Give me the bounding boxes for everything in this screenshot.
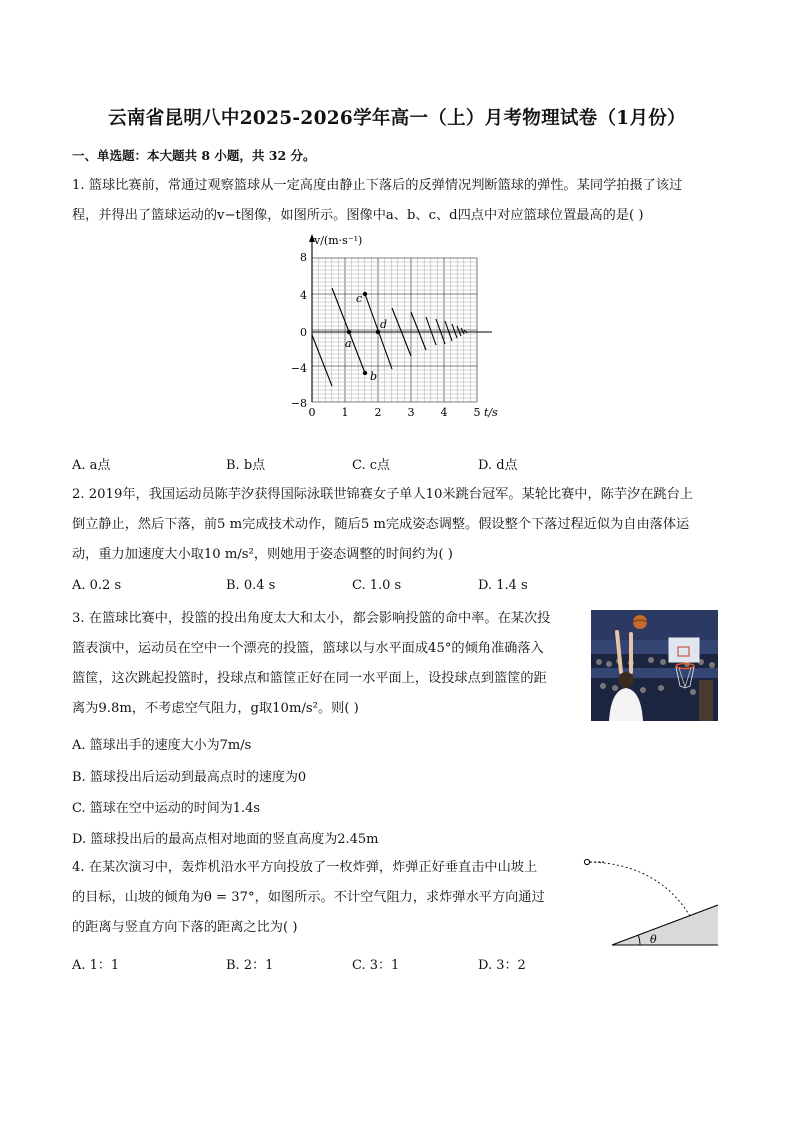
x-tick-3: 3 bbox=[407, 406, 415, 419]
q3-option-c: C. 篮球在空中运动的时间为1.4s bbox=[72, 801, 261, 816]
question-1-line-1: 1. 篮球比赛前，常通过观察篮球从一定高度由静止下落后的反弹情况判断篮球的弹性。某同学拍摄了该过 bbox=[72, 178, 683, 193]
x-axis-label: t/s bbox=[484, 406, 498, 419]
q4-option-a: A. 1：1 bbox=[72, 958, 120, 973]
label-d: d bbox=[380, 318, 388, 331]
section-header: 一、单选题：本大题共 8 小题，共 32 分。 bbox=[72, 148, 316, 163]
q3-option-a: A. 篮球出手的速度大小为7m/s bbox=[72, 738, 252, 753]
slope-figure bbox=[578, 850, 722, 952]
q2-option-b: B. 0.4 s bbox=[226, 578, 276, 593]
question-4-line-1: 4. 在某次演习中，轰炸机沿水平方向投放了一枚炸弹，炸弹正好垂直击中山坡上 bbox=[72, 860, 538, 875]
label-a: a bbox=[345, 337, 352, 350]
point-b bbox=[363, 371, 367, 375]
y-tick-neg4: −4 bbox=[290, 362, 307, 375]
basketball-shot-photo bbox=[591, 610, 718, 721]
bomber-release-point bbox=[584, 859, 589, 864]
x-tick-2: 2 bbox=[374, 406, 382, 419]
point-a bbox=[347, 330, 351, 334]
x-tick-4: 4 bbox=[440, 406, 448, 419]
question-4-line-2: 的目标，山坡的倾角为θ = 37°，如图所示。不计空气阻力，求炸弹水平方向通过 bbox=[72, 890, 545, 905]
page-title: 云南省昆明八中2025-2026学年高一（上）月考物理试卷（1月份） bbox=[108, 108, 686, 129]
y-tick-neg8: −8 bbox=[290, 397, 307, 410]
question-3-line-3: 篮筐，这次跳起投篮时，投球点和篮筐正好在同一水平面上，设投球点到篮筐的距 bbox=[72, 671, 547, 686]
question-4-line-3: 的距离与竖直方向下落的距离之比为( ) bbox=[72, 920, 298, 935]
bomb-trajectory bbox=[590, 862, 690, 916]
label-c: c bbox=[356, 292, 363, 305]
q3-option-b: B. 篮球投出后运动到最高点时的速度为0 bbox=[72, 770, 307, 785]
question-3-line-1: 3. 在篮球比赛中，投篮的投出角度太大和太小，都会影响投篮的命中率。在某次投 bbox=[72, 611, 551, 626]
q1-option-b: B. b点 bbox=[226, 458, 266, 473]
q1-option-d: D. d点 bbox=[478, 458, 518, 473]
q4-option-d: D. 3：2 bbox=[478, 958, 526, 973]
question-2-line-3: 动，重力加速度大小取10 m/s²，则她用于姿态调整的时间约为( ) bbox=[72, 547, 453, 562]
q3-option-d: D. 篮球投出后的最高点相对地面的竖直高度为2.45m bbox=[72, 832, 379, 847]
vt-graph-grid bbox=[312, 258, 477, 402]
point-c bbox=[363, 292, 367, 296]
x-tick-0: 0 bbox=[308, 406, 316, 419]
y-tick-0: 0 bbox=[300, 326, 307, 339]
q2-option-c: C. 1.0 s bbox=[352, 578, 402, 593]
q2-option-a: A. 0.2 s bbox=[72, 578, 122, 593]
y-axis-label: v/(m·s⁻¹) bbox=[314, 234, 363, 247]
question-1-line-2: 程，并得出了篮球运动的v−t图像，如图所示。图像中a、b、c、d四点中对应篮球位置最高的是( ) bbox=[72, 208, 644, 223]
x-tick-1: 1 bbox=[341, 406, 349, 419]
q1-option-c: C. c点 bbox=[352, 458, 391, 473]
y-tick-8: 8 bbox=[300, 251, 307, 264]
q1-option-a: A. a点 bbox=[72, 458, 111, 473]
question-2-line-1: 2. 2019年，我国运动员陈芋汐获得国际泳联世锦赛女子单人10米跳台冠军。某轮比赛中，陈芋汐在跳台上 bbox=[72, 487, 693, 502]
x-tick-5: 5 bbox=[473, 406, 481, 419]
q4-option-b: B. 2：1 bbox=[226, 958, 274, 973]
q4-option-c: C. 3：1 bbox=[352, 958, 400, 973]
y-tick-4: 4 bbox=[300, 289, 307, 302]
label-b: b bbox=[370, 370, 378, 383]
q2-option-d: D. 1.4 s bbox=[478, 578, 528, 593]
angle-label: θ bbox=[650, 933, 657, 946]
vt-graph bbox=[280, 228, 520, 428]
question-3-line-2: 篮表演中，运动员在空中一个漂亮的投篮，篮球以与水平面成45°的倾角准确落入 bbox=[72, 641, 544, 656]
question-2-line-2: 倒立静止，然后下落，前5 m完成技术动作，随后5 m完成姿态调整。假设整个下落过程近似为自由落体运 bbox=[72, 517, 690, 532]
question-3-line-4: 离为9.8m，不考虑空气阻力，g取10m/s²。则( ) bbox=[72, 701, 359, 716]
